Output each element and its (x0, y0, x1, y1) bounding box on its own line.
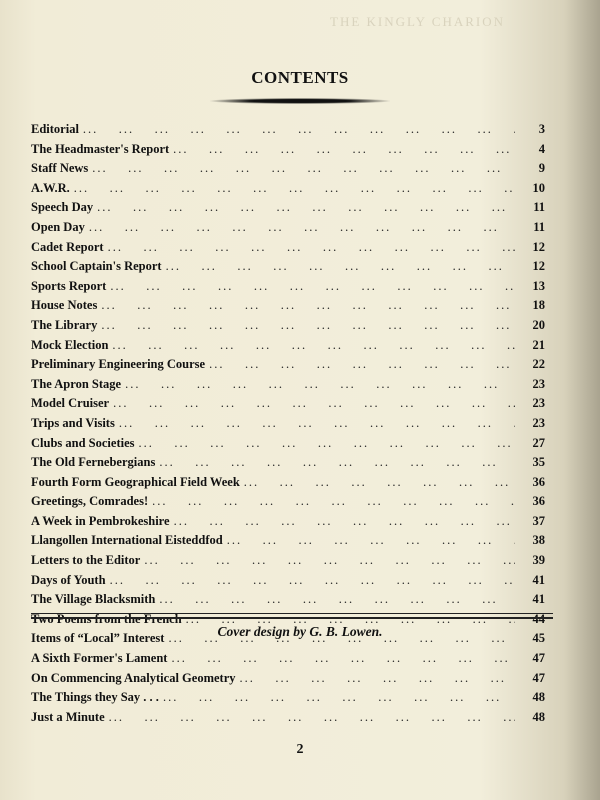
toc-entry-page: 11 (533, 200, 545, 215)
toc-entry-page: 36 (532, 474, 545, 489)
toc-leader-dots (108, 238, 515, 258)
toc-entry-page: 22 (532, 357, 545, 372)
toc-entry (31, 512, 545, 532)
toc-entry (31, 120, 545, 140)
toc-leader-dots (244, 473, 515, 493)
toc-leader-dots (166, 257, 515, 277)
cover-credit: Cover design by G. B. Lowen. (217, 624, 383, 639)
toc-entry (31, 257, 545, 277)
toc-entry-title: Greetings, Comrades! (31, 494, 149, 509)
toc-entry-title: A Sixth Former's Lament (31, 651, 168, 666)
toc-entry-page: 38 (532, 533, 545, 548)
toc-entry-title: Fourth Form Geographical Field Week (31, 474, 240, 489)
toc-leader-dots (74, 179, 515, 199)
toc-entry-page: 23 (532, 415, 545, 430)
toc-entry-title: Cadet Report (31, 239, 104, 254)
toc-entry-title: House Notes (31, 298, 98, 313)
toc-leader-dots (109, 708, 515, 728)
page-title: CONTENTS (251, 68, 349, 87)
toc-leader-dots (119, 414, 515, 434)
toc-entry-title: The Headmaster's Report (31, 141, 170, 156)
toc-entry (31, 649, 545, 669)
toc-entry-page: 41 (532, 572, 545, 587)
toc-entry-page: 23 (532, 396, 545, 411)
toc-leader-dots (113, 394, 515, 414)
toc-leader-dots (209, 355, 515, 375)
toc-entry-title: On Commencing Analytical Geometry (31, 670, 236, 685)
toc-entry (31, 296, 545, 316)
toc-entry-page: 12 (532, 239, 545, 254)
toc-entry-page: 47 (532, 670, 545, 685)
toc-entry-page: 45 (532, 631, 545, 646)
toc-entry-title: Llangollen International Eisteddfod (31, 533, 223, 548)
toc-leader-dots (163, 688, 515, 708)
toc-entry-page: 11 (533, 219, 545, 234)
toc-leader-dots (227, 531, 515, 551)
toc-entry-title: The Village Blacksmith (31, 592, 156, 607)
toc-leader-dots (240, 669, 516, 689)
toc-entry (31, 238, 545, 258)
toc-leader-dots (110, 277, 515, 297)
toc-entry-page: 48 (532, 709, 545, 724)
toc-entry-page: 12 (532, 259, 545, 274)
toc-entry-title: Model Cruiser (31, 396, 110, 411)
toc-entry (31, 688, 545, 708)
toc-entry-title: Preliminary Engineering Course (31, 357, 206, 372)
toc-entry (31, 590, 545, 610)
toc-entry (31, 316, 545, 336)
toc-leader-dots (173, 140, 515, 160)
toc-entry (31, 218, 545, 238)
toc-leader-dots (92, 159, 515, 179)
toc-entry-page: 9 (538, 161, 545, 176)
toc-entry-title: Letters to the Editor (31, 553, 141, 568)
toc-entry-title: Just a Minute (31, 709, 105, 724)
toc-leader-dots (83, 120, 515, 140)
toc-entry-page: 10 (532, 180, 545, 195)
divider-rule-thick (31, 617, 553, 619)
toc-entry (31, 571, 545, 591)
toc-entry (31, 159, 545, 179)
toc-entry-title: Editorial (31, 122, 79, 136)
toc-entry-page: 36 (532, 494, 545, 509)
toc-entry-page: 21 (532, 337, 545, 352)
toc-entry-page: 41 (532, 592, 545, 607)
toc-entry (31, 492, 545, 512)
toc-entry (31, 375, 545, 395)
toc-entry (31, 336, 545, 356)
toc-entry-title: A.W.R. (31, 180, 70, 195)
toc-entry-page: 27 (532, 435, 545, 450)
toc-entry-title: A Week in Pembrokeshire (31, 513, 170, 528)
toc-entry (31, 198, 545, 218)
toc-entry-page: 4 (538, 141, 545, 156)
toc-leader-dots (159, 590, 515, 610)
toc-entry-page: 13 (532, 278, 545, 293)
toc-entry (31, 434, 545, 454)
toc-leader-dots (112, 336, 515, 356)
toc-entry-title: Staff News (31, 161, 89, 176)
toc-leader-dots (139, 434, 516, 454)
toc-entry-title: School Captain's Report (31, 259, 162, 274)
toc-entry-title: Mock Election (31, 337, 109, 352)
toc-entry-title: The Things they Say . . . (31, 690, 159, 705)
toc-leader-dots (101, 316, 515, 336)
toc-entry (31, 708, 545, 728)
toc-leader-dots (152, 492, 515, 512)
toc-leader-dots (144, 551, 515, 571)
toc-entry-page: 37 (532, 513, 545, 528)
bleed-through-text: THE KINGLY CHARION (330, 14, 506, 29)
toc-entry-title: The Apron Stage (31, 376, 122, 391)
toc-entry-page: 18 (532, 298, 545, 313)
toc-entry (31, 531, 545, 551)
toc-entry-title: Open Day (31, 219, 85, 234)
toc-entry-title: Days of Youth (31, 572, 106, 587)
toc-leader-dots (159, 453, 515, 473)
toc-leader-dots (110, 571, 515, 591)
toc-entry (31, 277, 545, 297)
toc-entry-page: 3 (538, 122, 545, 136)
toc-entry (31, 179, 545, 199)
toc-entry (31, 473, 545, 493)
toc-entry (31, 394, 545, 414)
toc-entry-title: Speech Day (31, 200, 94, 215)
toc-entry (31, 453, 545, 473)
toc-leader-dots (125, 375, 515, 395)
toc-entry-page: 35 (532, 455, 545, 470)
toc-leader-dots (97, 198, 515, 218)
toc-entry (31, 355, 545, 375)
title-rule (210, 98, 390, 104)
toc-entry-title: Clubs and Societies (31, 435, 135, 450)
toc-entry-page: 48 (532, 690, 545, 705)
page-number: 2 (296, 742, 304, 757)
toc-leader-dots (171, 649, 515, 669)
divider-rule-thin (31, 613, 553, 614)
toc-entry-title: Items of “Local” Interest (31, 631, 165, 646)
toc-entry (31, 669, 545, 689)
toc-entry-page: 39 (532, 553, 545, 568)
toc-entry (31, 414, 545, 434)
toc-entry-page: 47 (532, 651, 545, 666)
toc-entry (31, 140, 545, 160)
toc-leader-dots (174, 512, 515, 532)
toc-entry (31, 551, 545, 571)
toc-entry-page: 23 (532, 376, 545, 391)
toc-entry-title: The Old Fernebergians (31, 455, 156, 470)
toc-leader-dots (89, 218, 515, 238)
toc-leader-dots (101, 296, 515, 316)
toc-entry-page: 20 (532, 317, 545, 332)
toc-entry-title: Sports Report (31, 278, 107, 293)
toc-entry-title: Trips and Visits (31, 415, 115, 430)
toc-entry-title: The Library (31, 317, 98, 332)
